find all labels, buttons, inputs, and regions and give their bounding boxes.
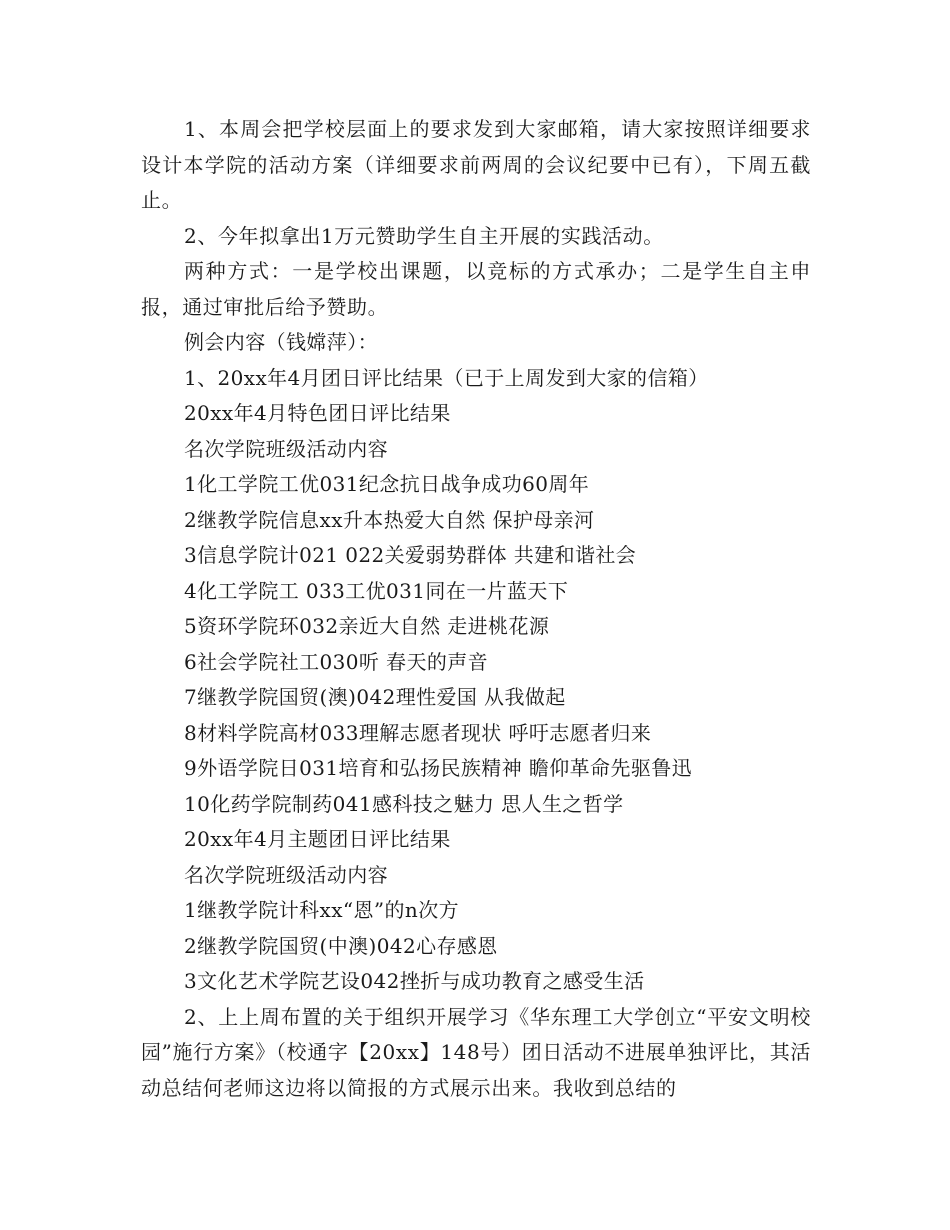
ranking-row: 9外语学院日031培育和弘扬民族精神 瞻仰革命先驱鲁迅: [184, 756, 693, 780]
ranking-column-header: 名次学院班级活动内容: [184, 436, 388, 461]
document-body: [141, 112, 811, 1106]
ranking-row: 3文化艺术学院艺设042挫折与成功教育之感受生活: [184, 969, 645, 993]
theme-results-heading: 20xx年4月主题团日评比结果: [184, 827, 451, 851]
special-results-heading: 20xx年4月特色团日评比结果: [184, 401, 451, 425]
ranking-row: 1化工学院工优031纪念抗日战争成功60周年: [184, 472, 590, 496]
ranking-row: 6社会学院社工030听 春天的声音: [184, 649, 489, 674]
ranking-row: 8材料学院高材033理解志愿者现状 呼吁志愿者归来: [184, 720, 652, 745]
list-item-april-results: 1、20xx年4月团日评比结果（已于上周发到大家的信箱）: [184, 365, 709, 390]
ranking-row: 4化工学院工 033工优031同在一片蓝天下: [184, 578, 569, 603]
ranking-row: 3信息学院计021 022关爱弱势群体 共建和谐社会: [184, 543, 637, 567]
ranking-row: 10化药学院制药041感科技之魅力 思人生之哲学: [184, 791, 624, 816]
ranking-row: 2继教学院国贸(中澳)042心存感恩: [184, 933, 498, 958]
ranking-row: 7继教学院国贸(澳)042理性爱国 从我做起: [184, 685, 566, 709]
meeting-content-heading: 例会内容（钱嫦萍）：: [184, 330, 378, 354]
ranking-row: 1继教学院计科xx“恩”的n次方: [184, 898, 460, 922]
ranking-row: 5资环学院环032亲近大自然 走进桃花源: [184, 614, 550, 638]
paragraph-safe-campus-activity: 2、上上周布置的关于组织开展学习《华东理工大学创立“平安文明校园”施行方案》（校通字【20xx】148号）团日活动不进展单独评比，其活动总结何老师这边将以简报的方式展示出来。我收到总结的: [141, 1004, 811, 1100]
paragraph-two-methods: 两种方式：一是学校出课题，以竞标的方式承办；二是学生自主申报，通过审批后给予赞助。: [141, 259, 811, 319]
ranking-row: 2继教学院信息xx升本热爱大自然 保护母亲河: [184, 507, 595, 532]
ranking-column-header: 名次学院班级活动内容: [184, 862, 388, 887]
paragraph-funding: 2、今年拟拿出1万元赞助学生自主开展的实践活动。: [184, 223, 664, 248]
paragraph-mailbox-requirements: 1、本周会把学校层面上的要求发到大家邮箱，请大家按照详细要求设计本学院的活动方案（详细要求前两周的会议纪要中已有），下周五截止。: [141, 117, 811, 212]
